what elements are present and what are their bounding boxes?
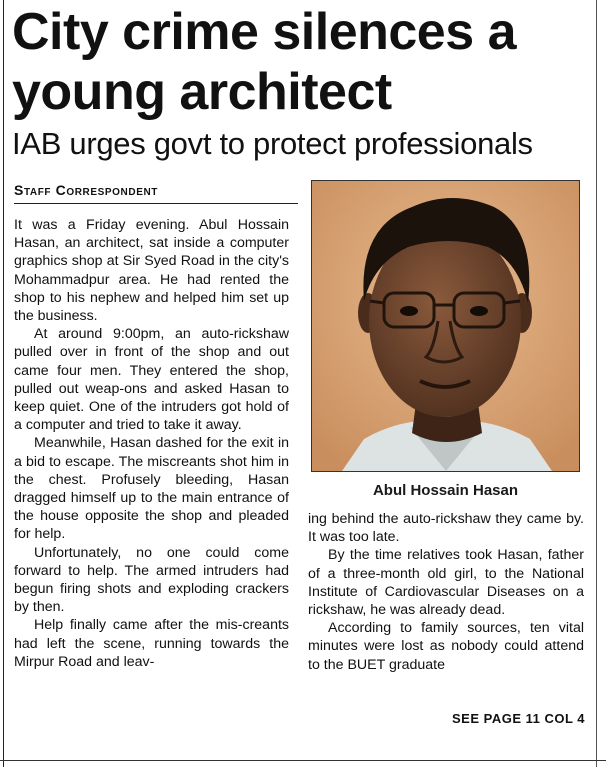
paragraph: By the time relatives took Hasan, father of a three-month old girl, to the National Institute of Cardiovascular Diseases on a rickshaw, he was already dead. — [308, 547, 584, 619]
byline: Staff Correspondent — [14, 181, 298, 204]
article-body-left-column — [14, 216, 289, 671]
photo-caption: Abul Hossain Hasan — [372, 482, 519, 499]
paragraph: ing behind the auto-rickshaw they came by. It was too late. — [308, 511, 584, 546]
left-column-rule — [3, 0, 4, 767]
paragraph: At around 9:00pm, an auto-rickshaw pulled over in front of the shop and out came four men. They entered the shop, pulled out weap-ons and asked Hasan to keep quiet. One of the intruders got hold of a computer and tried to take it away. — [14, 326, 289, 434]
paragraph: According to family sources, ten vital minutes were lost as nobody could attend to the BUET graduate — [308, 620, 584, 673]
paragraph: Unfortunately, no one could come forward to help. The armed intruders had begun firing shots and exploding crackers by then. — [14, 544, 289, 616]
paragraph: Help finally came after the mis-creants had left the scene, running towards the Mirpur Road and leav- — [14, 617, 289, 670]
bottom-rule — [0, 760, 606, 761]
subheadline: IAB urges govt to protect professionals — [12, 126, 533, 161]
portrait-illustration — [312, 181, 579, 471]
paragraph: Meanwhile, Hasan dashed for the exit in a bid to escape. The miscreants shot him in the chest. Profusely bleeding, Hasan dragged himself up to the main entrance of the house opposite the shop and pleaded for help. — [14, 435, 289, 543]
article-body-right-column — [308, 510, 584, 674]
portrait-photo — [311, 180, 580, 472]
paragraph: It was a Friday evening. Abul Hossain Hasan, an architect, sat inside a computer graphics shop at Sir Syed Road in the city's Mohammadpur area. He had rented the shop to his nephew and helped him set up the business. — [14, 217, 289, 325]
continued-on-page-label: SEE PAGE 11 COL 4 — [451, 711, 585, 726]
headline: City crime silences a young architect — [12, 3, 517, 121]
